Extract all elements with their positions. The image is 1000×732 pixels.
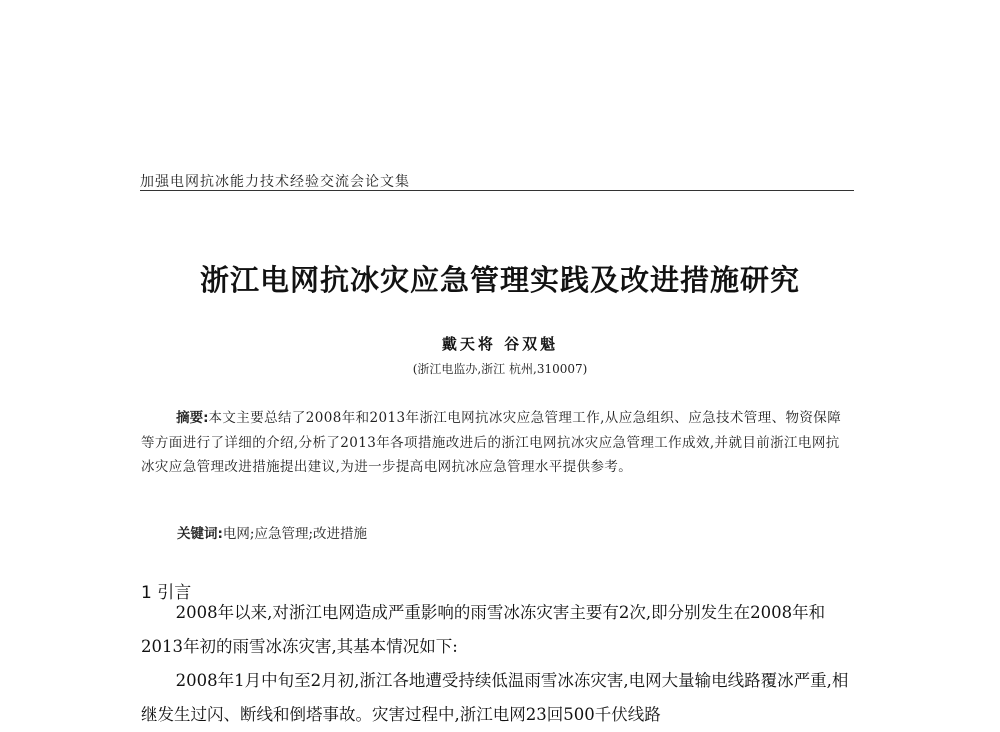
paper-title: 浙江电网抗冰灾应急管理实践及改进措施研究 [199, 263, 800, 297]
abstract-label: 摘要: [176, 410, 209, 426]
abstract-text: 本文主要总结了2008年和2013年浙江电网抗冰灾应急管理工作,从应急组织、应急技术管理、物资保障等方面进行了详细的介绍,分析了2013年各项措施改进后的浙江电网抗冰灾应急管理工作成效,并就目前浙江电网抗冰灾应急管理改进措施提出建议,为进一步提高电网抗冰应急管理水平提供参考。 [141, 410, 842, 475]
header-rule [140, 190, 854, 191]
abstract [141, 406, 853, 480]
keywords-label: 关键词: [177, 526, 223, 542]
body-paragraph-2: 2008年1月中旬至2月初,浙江各地遭受持续低温雨雪冰冻灾害,电网大量输电线路覆冰严重,相继发生过闪、断线和倒塔事故。灾害过程中,浙江电网23回500千伏线路 [141, 671, 849, 724]
keywords [177, 522, 367, 542]
authors: 戴天将 谷双魁 [441, 335, 559, 353]
section-heading: 1 引言 [141, 583, 192, 603]
running-head: 加强电网抗冰能力技术经验交流会论文集 [140, 174, 410, 190]
body-paragraph-1: 2008年以来,对浙江电网造成严重影响的雨雪冰冻灾害主要有2次,即分别发生在2008年和2013年初的雨雪冰冻灾害,其基本情况如下: [141, 603, 826, 656]
affiliation: (浙江电监办,浙江 杭州,310007) [412, 362, 588, 376]
keywords-text: 电网;应急管理;改进措施 [222, 526, 368, 542]
